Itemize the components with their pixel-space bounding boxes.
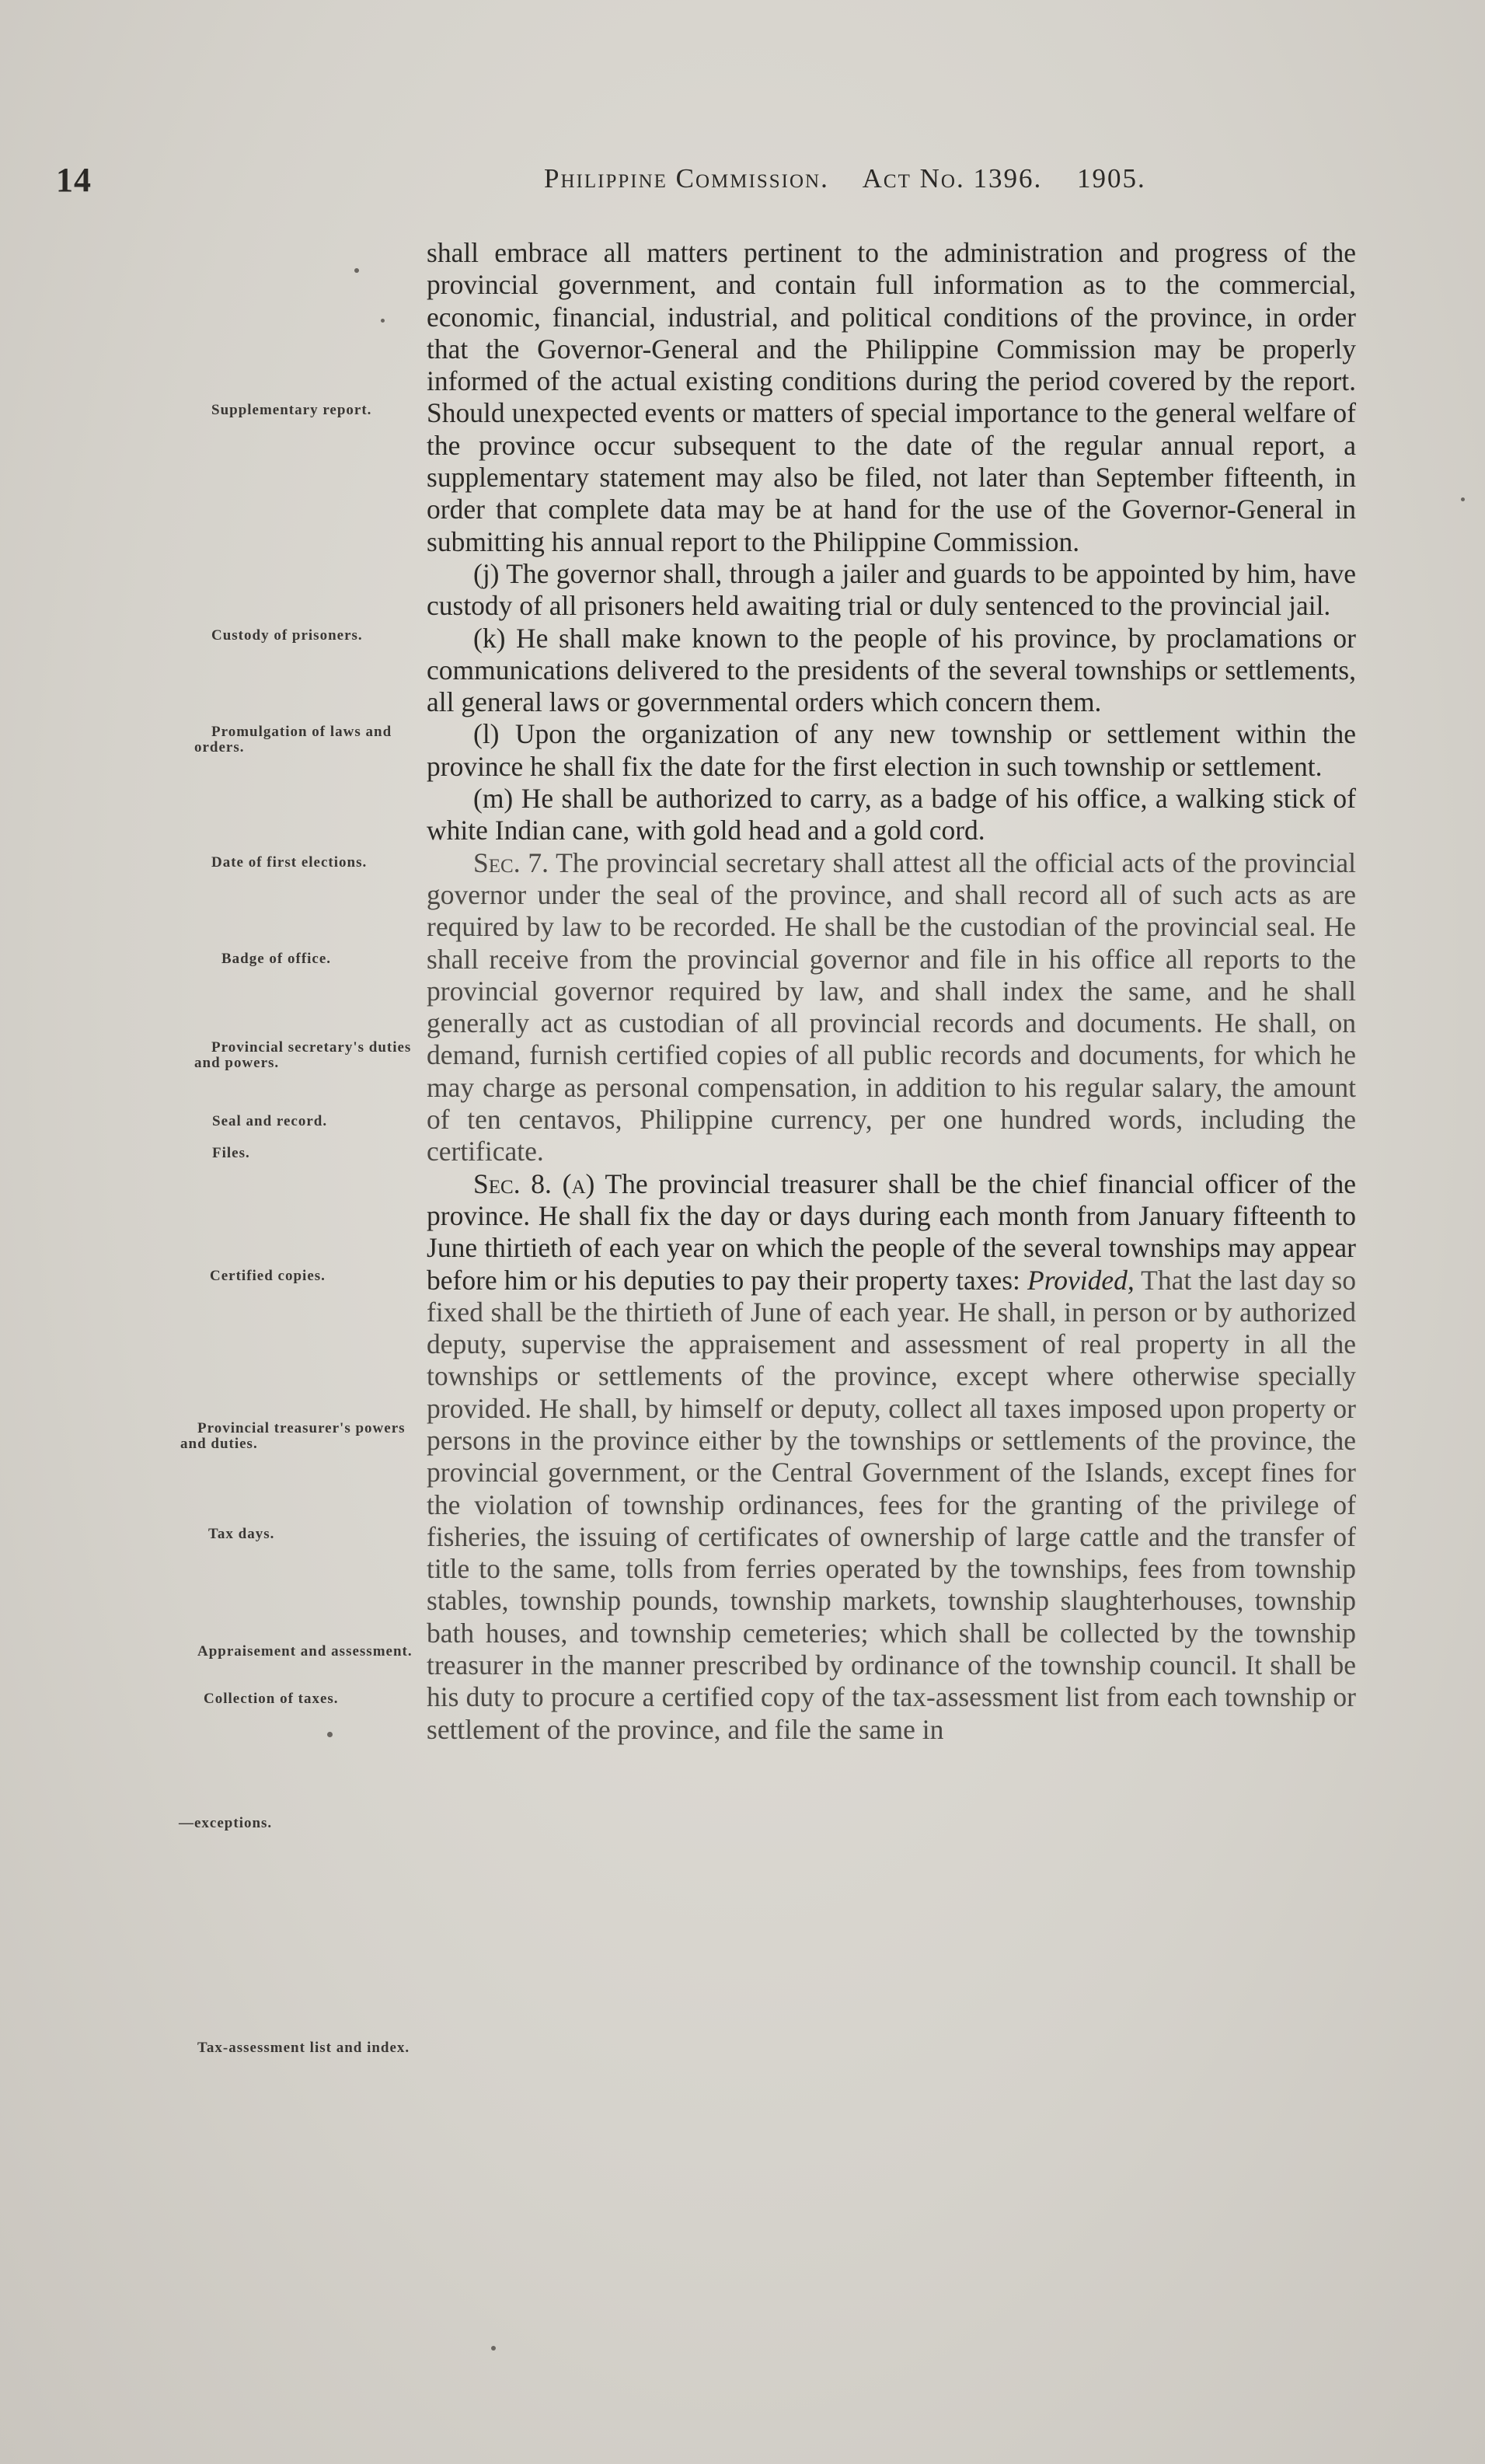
margin-note-text: Files. — [212, 1145, 250, 1161]
margin-note-text: —exceptions. — [179, 1815, 273, 1831]
margin-note-collection-taxes — [204, 1691, 416, 1707]
margin-note-custody-prisoners — [194, 628, 416, 644]
paragraph-badge: (m) He shall be authorized to carry, as a badge of his office, a walking stick of white Indian cane, with gold head and a gold cord. — [427, 783, 1356, 846]
margin-note-seal-record — [212, 1114, 416, 1129]
margin-note-provincial-secretary — [194, 1040, 416, 1071]
section-8-text-a: The provincial treasurer shall be the chief financial officer of the province. He shall fix the day or days during each month from January fifteenth to June thirtieth of each year on which the people of the several townships may appear before him or his deputies to pay their property taxes: — [427, 1167, 1356, 1296]
margin-note-text: Badge of office. — [221, 951, 332, 967]
running-head-year: 1905. — [1076, 163, 1146, 194]
print-speck — [381, 319, 385, 323]
paragraph-section-7 — [427, 847, 1356, 1168]
print-speck — [1461, 497, 1465, 501]
margin-note-promulgation — [194, 724, 416, 756]
margin-note-tax-assessment-list — [180, 2040, 417, 2056]
margin-note-certified-copies — [210, 1269, 416, 1284]
margin-note-text: Seal and record. — [212, 1113, 328, 1129]
margin-note-files — [212, 1146, 416, 1161]
print-speck — [354, 268, 359, 273]
margin-note-exceptions — [179, 1816, 416, 1831]
paragraph-annual-report: shall embrace all matters pertinent to the administration and progress of the provincial government, and contain full information as to the commercial, economic, financial, industrial, and political conditions of the province, in order that the Governor-General and the Philippine Commission may be properly informed of the actual existing conditions during the period covered by the report. Should unexpected events or matters of special importance to the general welfare of the province occur subsequent to the date of the regular annual report, a supplementary statement may also be filed, not later than September fifteenth, in order that complete data may be at hand for the use of the Governor-General in submitting his annual report to the Philippine Commission. — [427, 237, 1356, 557]
margin-note-first-elections — [194, 855, 416, 871]
running-head — [544, 163, 1146, 194]
body-text — [427, 237, 1356, 1746]
section-8-provided: Provided, — [1027, 1264, 1135, 1296]
margin-note-tax-days — [208, 1527, 416, 1542]
paragraph-first-election: (l) Upon the organization of any new township or settlement within the province he shall fix the date for the first election in such township or settlement. — [427, 718, 1356, 782]
running-head-act: Act No. 1396. — [862, 163, 1043, 194]
section-7-text: The provincial secretary shall attest all the official acts of the provincial governor under the seal of the province, and shall record all of such acts as are required by law to be recorded. He shall be the custodian of the provincial seal. He shall receive from the provincial governor and file in his office all reports to the provincial governor required by law, and shall index the same, and he shall generally act as custodian of all provincial records and documents. He shall, on demand, furnish certified copies of all public records and documents, for which he may charge as personal compensation, in addition to his regular salary, the amount of ten centavos, Philippine currency, per one hundred words, including the certificate. — [427, 846, 1356, 1167]
margin-note-text: Collection of taxes. — [204, 1691, 339, 1707]
margin-note-provincial-treasurer — [180, 1421, 417, 1452]
margin-note-text: Supplementary report. — [211, 402, 372, 418]
margin-note-supplementary-report — [194, 403, 416, 418]
running-head-title: Philippine Commission. — [544, 163, 829, 194]
section-8-heading: Sec. 8. (a) — [473, 1167, 595, 1199]
paragraph-section-8 — [427, 1168, 1356, 1746]
print-speck — [327, 1732, 333, 1737]
page-number: 14 — [56, 161, 92, 199]
margin-note-text: Date of first elections. — [211, 854, 368, 871]
margin-note-text: Custody of prisoners. — [211, 627, 363, 644]
paragraph-custody: (j) The governor shall, through a jailer and guards to be appointed by him, have custody of all prisoners held awaiting trial or duly sentenced to the provincial jail. — [427, 557, 1356, 622]
margin-note-text: Appraisement and assessment. — [197, 1643, 413, 1660]
margin-note-text: Provincial treasurer's powers and duties. — [180, 1420, 406, 1452]
paragraph-promulgation: (k) He shall make known to the people of his province, by proclamations or communications delivered to the presidents of the several townships or settlements, all general laws or governmental orders which concern them. — [427, 622, 1356, 718]
print-speck — [491, 2346, 496, 2351]
margin-note-text: Certified copies. — [210, 1268, 326, 1284]
margin-note-appraisement — [180, 1644, 417, 1660]
margin-note-text: Provincial secretary's duties and powers. — [194, 1039, 412, 1071]
section-8-text-b: That the last day so fixed shall be the thirtieth of June of each year. He shall, in person or by authorized deputy, supervise the appraisement and assessment of real property in all the townships or settlements of the province, except where otherwise specially provided. He shall, by himself or deputy, collect all taxes imposed upon property or persons in the province either by the townships or settlements of the province, the provincial government, or the Central Government of the Islands, except fines for the violation of township ordinances, fees for the granting of the privilege of fisheries, the issuing of certificates of ownership of large cattle and the transfer of title to the same, tolls from ferries operated by the townships, fees from township stables, township pounds, township markets, township slaughterhouses, township bath houses, and township cemeteries; which shall be collected by the township treasurer in the manner prescribed by ordinance of the township council. It shall be his duty to procure a certified copy of the tax-assessment list from each township or settlement of the province, and file the same in — [427, 1264, 1357, 1745]
margin-note-text: Tax days. — [208, 1526, 275, 1542]
margin-note-text: Promulgation of laws and orders. — [194, 724, 392, 756]
margin-note-text: Tax-assessment list and index. — [197, 2040, 410, 2056]
section-7-heading: Sec. 7. — [473, 846, 549, 878]
margin-note-badge-office — [221, 951, 416, 967]
